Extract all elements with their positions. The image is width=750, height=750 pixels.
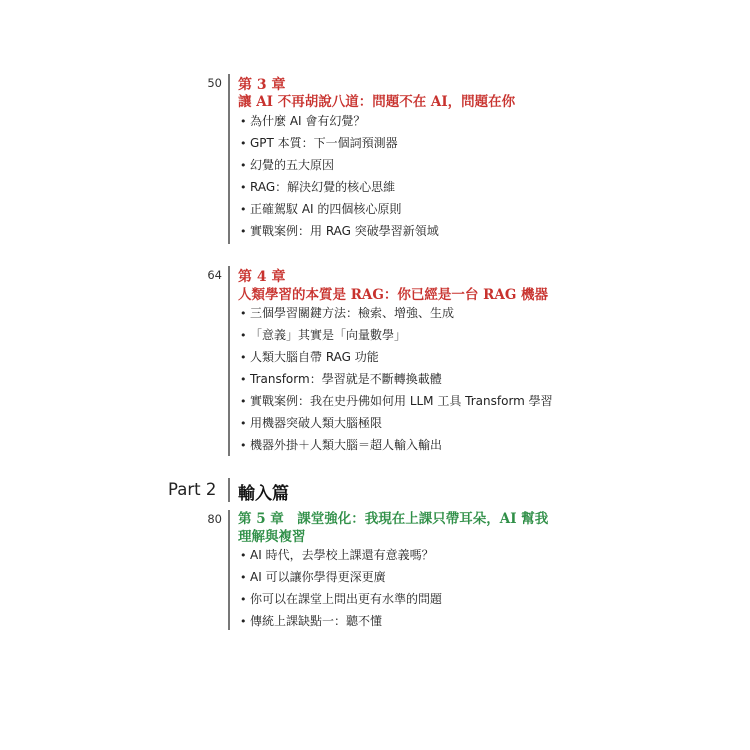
list-item	[240, 544, 442, 566]
list-item	[240, 368, 553, 390]
item-text: 人類大腦自帶 RAG 功能	[250, 350, 379, 364]
list-item	[240, 412, 553, 434]
item-text: GPT 本質：下一個詞預測器	[250, 136, 398, 150]
item-text: 正確駕馭 AI 的四個核心原則	[250, 202, 402, 216]
vertical-rule	[228, 510, 230, 630]
item-text: 傳統上課缺點一：聽不懂	[250, 614, 383, 628]
bullet-icon: •	[240, 549, 247, 562]
chapter-title: 讓 AI 不再胡說八道：問題不在 AI，問題在你	[238, 94, 516, 110]
item-text: Transform：學習就是不斷轉換載體	[250, 372, 442, 386]
bullet-icon: •	[240, 417, 247, 430]
chapter-title: 人類學習的本質是 RAG：你已經是一台 RAG 機器	[238, 287, 549, 303]
chapter-label: 第 4 章	[238, 269, 286, 285]
bullet-icon: •	[240, 137, 247, 150]
bullet-icon: •	[240, 351, 247, 364]
part-label: Part 2	[168, 480, 217, 499]
vertical-rule	[228, 478, 230, 502]
list-item	[240, 434, 553, 456]
item-text: 實戰案例：我在史丹佛如何用 LLM 工具 Transform 學習	[250, 394, 553, 408]
list-item	[240, 110, 439, 132]
list-item	[240, 390, 553, 412]
bullet-icon: •	[240, 225, 247, 238]
vertical-rule	[228, 74, 230, 244]
item-text: 三個學習關鍵方法：檢索、增強、生成	[250, 306, 455, 320]
list-item	[240, 220, 439, 242]
list-item	[240, 588, 442, 610]
part-title: 輸入篇	[238, 484, 289, 504]
item-text: 「意義」其實是「向量數學」	[250, 328, 407, 342]
chapter-items	[240, 110, 439, 242]
bullet-icon: •	[240, 615, 247, 628]
bullet-icon: •	[240, 593, 247, 606]
list-item	[240, 610, 442, 632]
item-text: AI 可以讓你學得更深更廣	[250, 570, 386, 584]
bullet-icon: •	[240, 181, 247, 194]
bullet-icon: •	[240, 395, 247, 408]
chapter-title-line-1: 第 5 章 課堂強化：我現在上課只帶耳朵，AI 幫我	[238, 511, 549, 527]
page-number: 64	[207, 268, 222, 282]
item-text: RAG：解決幻覺的核心思維	[250, 180, 396, 194]
list-item	[240, 154, 439, 176]
list-item	[240, 198, 439, 220]
list-item	[240, 132, 439, 154]
bullet-icon: •	[240, 307, 247, 320]
item-text: 用機器突破人類大腦極限	[250, 416, 383, 430]
item-text: 為什麼 AI 會有幻覺？	[250, 114, 366, 128]
chapter-label: 第 3 章	[238, 77, 286, 93]
list-item	[240, 302, 553, 324]
bullet-icon: •	[240, 373, 247, 386]
vertical-rule	[228, 266, 230, 456]
item-text: 你可以在課堂上問出更有水準的問題	[250, 592, 443, 606]
bullet-icon: •	[240, 203, 247, 216]
page-number: 80	[207, 512, 222, 526]
bullet-icon: •	[240, 159, 247, 172]
bullet-icon: •	[240, 439, 247, 452]
chapter-items	[240, 302, 553, 456]
bullet-icon: •	[240, 115, 247, 128]
chapter-title-line-2: 理解與複習	[238, 529, 306, 545]
list-item	[240, 566, 442, 588]
list-item	[240, 346, 553, 368]
item-text: 幻覺的五大原因	[250, 158, 335, 172]
item-text: 機器外掛＋人類大腦＝超人輸入輸出	[250, 438, 443, 452]
list-item	[240, 176, 439, 198]
item-text: 實戰案例：用 RAG 突破學習新領域	[250, 224, 439, 238]
bullet-icon: •	[240, 329, 247, 342]
list-item	[240, 324, 553, 346]
item-text: AI 時代，去學校上課還有意義嗎？	[250, 548, 434, 562]
chapter-items	[240, 544, 442, 632]
bullet-icon: •	[240, 571, 247, 584]
page-number: 50	[207, 76, 222, 90]
